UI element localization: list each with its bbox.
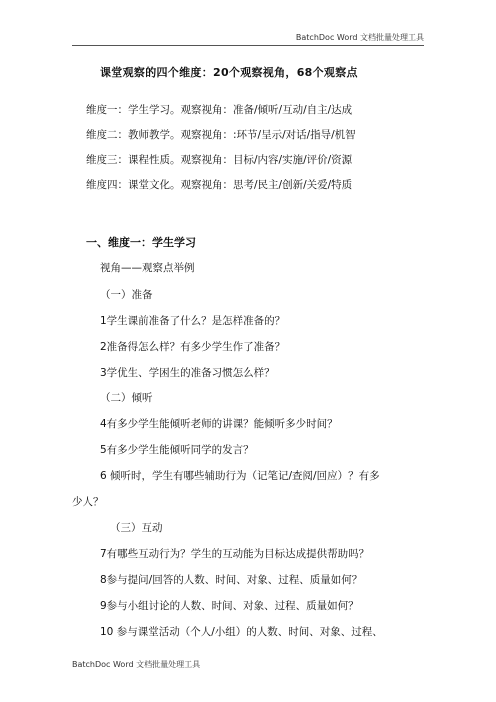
observation-point-1: 1学生课前准备了什么？是怎样准备的？ <box>100 315 286 327</box>
observation-point-5: 5有多少学生能倾听同学的发言？ <box>100 444 254 456</box>
heading-interaction: （三）互动 <box>110 522 163 534</box>
page-footer: BatchDoc Word 文档批量处理工具 <box>72 660 201 669</box>
observation-point-10: 10 参与课堂活动（个人/小组）的人数、时间、对象、过程、 <box>100 626 383 638</box>
observation-point-8: 8参与提问/回答的人数、时间、对象、过程、质量如何？ <box>100 574 363 586</box>
heading-listening: （二）倾听 <box>100 392 153 404</box>
subtitle: 视角——观察点举例 <box>100 262 195 274</box>
observation-point-3: 3学优生、学困生的准备习惯怎么样？ <box>100 367 275 379</box>
dimension-2: 维度二：教师教学。观察视角：:环节/呈示/对话/指导/机智 <box>86 129 356 141</box>
observation-point-6-continued: 少人？ <box>72 496 104 508</box>
observation-point-7: 7有哪些互动行为？学生的互动能为目标达成提供帮助吗？ <box>100 548 370 560</box>
dimension-3: 维度三：课程性质。观察视角：目标/内容/实施/评价/资源 <box>86 154 353 166</box>
observation-point-2: 2准备得怎么样？有多少学生作了准备？ <box>100 341 286 353</box>
dimension-4: 维度四：课堂文化。观察视角：思考/民主/创新/关爱/特质 <box>86 179 353 191</box>
observation-point-6: 6 倾听时，学生有哪些辅助行为（记笔记/查阅/回应）？有多 <box>100 470 380 482</box>
observation-point-9: 9参与小组讨论的人数、时间、对象、过程、质量如何？ <box>100 600 359 612</box>
document-title: 课堂观察的四个维度：20个观察视角，68个观察点 <box>100 66 358 79</box>
observation-point-4: 4有多少学生能倾听老师的讲课？能倾听多少时间？ <box>100 418 338 430</box>
heading-preparation: （一）准备 <box>100 289 153 301</box>
section-heading: 一、维度一：学生学习 <box>86 236 196 249</box>
page-header: BatchDoc Word 文档批量处理工具 <box>72 33 424 46</box>
dimension-1: 维度一：学生学习。观察视角：准备/倾听/互动/自主/达成 <box>86 104 353 116</box>
